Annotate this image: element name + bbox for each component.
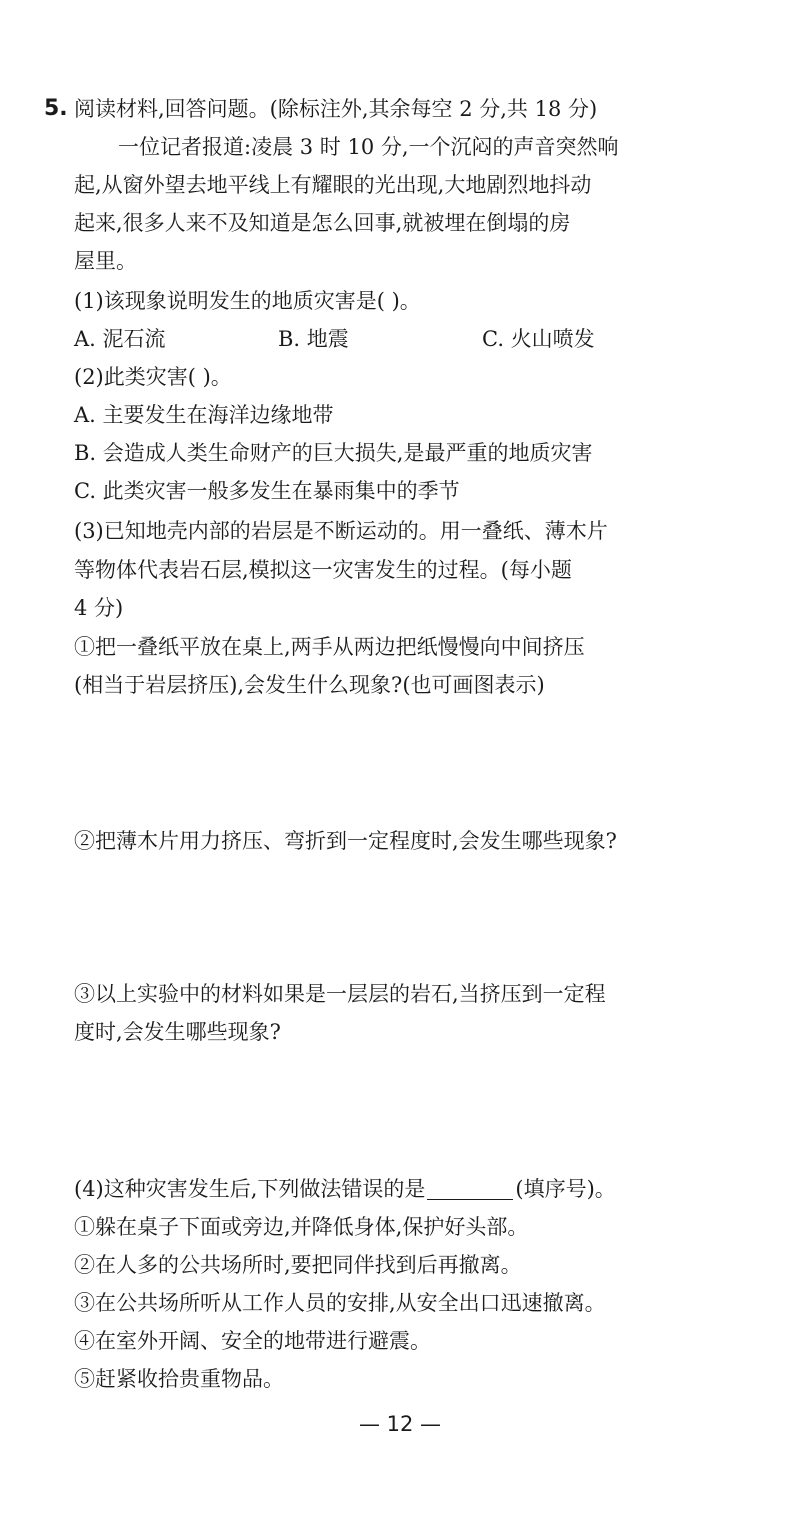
part2-option-c[interactable]: C. 此类灾害一般多发生在暴雨集中的季节 <box>74 479 460 503</box>
question-number: 5. <box>44 96 68 121</box>
part4-item-4: ④在室外开阔、安全的地带进行避震。 <box>74 1329 431 1353</box>
part3-intro-line-1: (3)已知地壳内部的岩层是不断运动的。用一叠纸、薄木片 <box>74 519 608 543</box>
part1-option-c[interactable]: C. 火山喷发 <box>482 327 595 351</box>
part3-intro-line-2: 等物体代表岩石层,模拟这一灾害发生的过程。(每小题 <box>74 558 572 582</box>
part3-sub3-line-1: ③以上实验中的材料如果是一层层的岩石,当挤压到一定程 <box>74 982 606 1006</box>
part4-prompt-before: (4)这种灾害发生后,下列做法错误的是 <box>74 1177 426 1201</box>
part3-sub3-line-2: 度时,会发生哪些现象? <box>74 1020 281 1044</box>
part4-answer-blank[interactable] <box>427 1173 513 1200</box>
part4-item-1: ①躲在桌子下面或旁边,并降低身体,保护好头部。 <box>74 1215 529 1239</box>
part4-item-5: ⑤赶紧收拾贵重物品。 <box>74 1367 284 1391</box>
part2-option-b[interactable]: B. 会造成人类生命财产的巨大损失,是最严重的地质灾害 <box>74 441 593 465</box>
passage-line-3: 起来,很多人来不及知道是怎么回事,就被埋在倒塌的房 <box>74 211 571 235</box>
part3-intro-line-3: 4 分) <box>74 596 124 620</box>
part2-option-a[interactable]: A. 主要发生在海洋边缘地带 <box>74 403 334 427</box>
part1-prompt: (1)该现象说明发生的地质灾害是( )。 <box>74 289 421 313</box>
part3-sub1-line-2: (相当于岩层挤压),会发生什么现象?(也可画图表示) <box>74 673 545 697</box>
part4-prompt-after: (填序号)。 <box>515 1177 616 1201</box>
passage-line-1: 一位记者报道:凌晨 3 时 10 分,一个沉闷的声音突然响 <box>118 135 619 159</box>
part4-item-2: ②在人多的公共场所时,要把同伴找到后再撤离。 <box>74 1253 522 1277</box>
part3-sub1-line-1: ①把一叠纸平放在桌上,两手从两边把纸慢慢向中间挤压 <box>74 635 585 659</box>
part4-item-3: ③在公共场所听从工作人员的安排,从安全出口迅速撤离。 <box>74 1291 606 1315</box>
passage-line-2: 起,从窗外望去地平线上有耀眼的光出现,大地剧烈地抖动 <box>74 173 592 197</box>
question-stem: 阅读材料,回答问题。(除标注外,其余每空 2 分,共 18 分) <box>74 97 598 121</box>
page-number: — 12 — <box>358 1412 442 1436</box>
part3-sub2: ②把薄木片用力挤压、弯折到一定程度时,会发生哪些现象? <box>74 829 617 853</box>
part1-option-a[interactable]: A. 泥石流 <box>74 327 166 351</box>
part3-sub2-answer-area[interactable] <box>74 866 664 966</box>
part2-prompt: (2)此类灾害( )。 <box>74 365 232 389</box>
part3-sub3-answer-area[interactable] <box>74 1058 664 1158</box>
passage-line-4: 屋里。 <box>74 249 137 273</box>
part4-prompt <box>74 1170 616 1208</box>
part1-option-b[interactable]: B. 地震 <box>278 327 349 351</box>
part3-sub1-answer-area[interactable] <box>74 710 664 820</box>
